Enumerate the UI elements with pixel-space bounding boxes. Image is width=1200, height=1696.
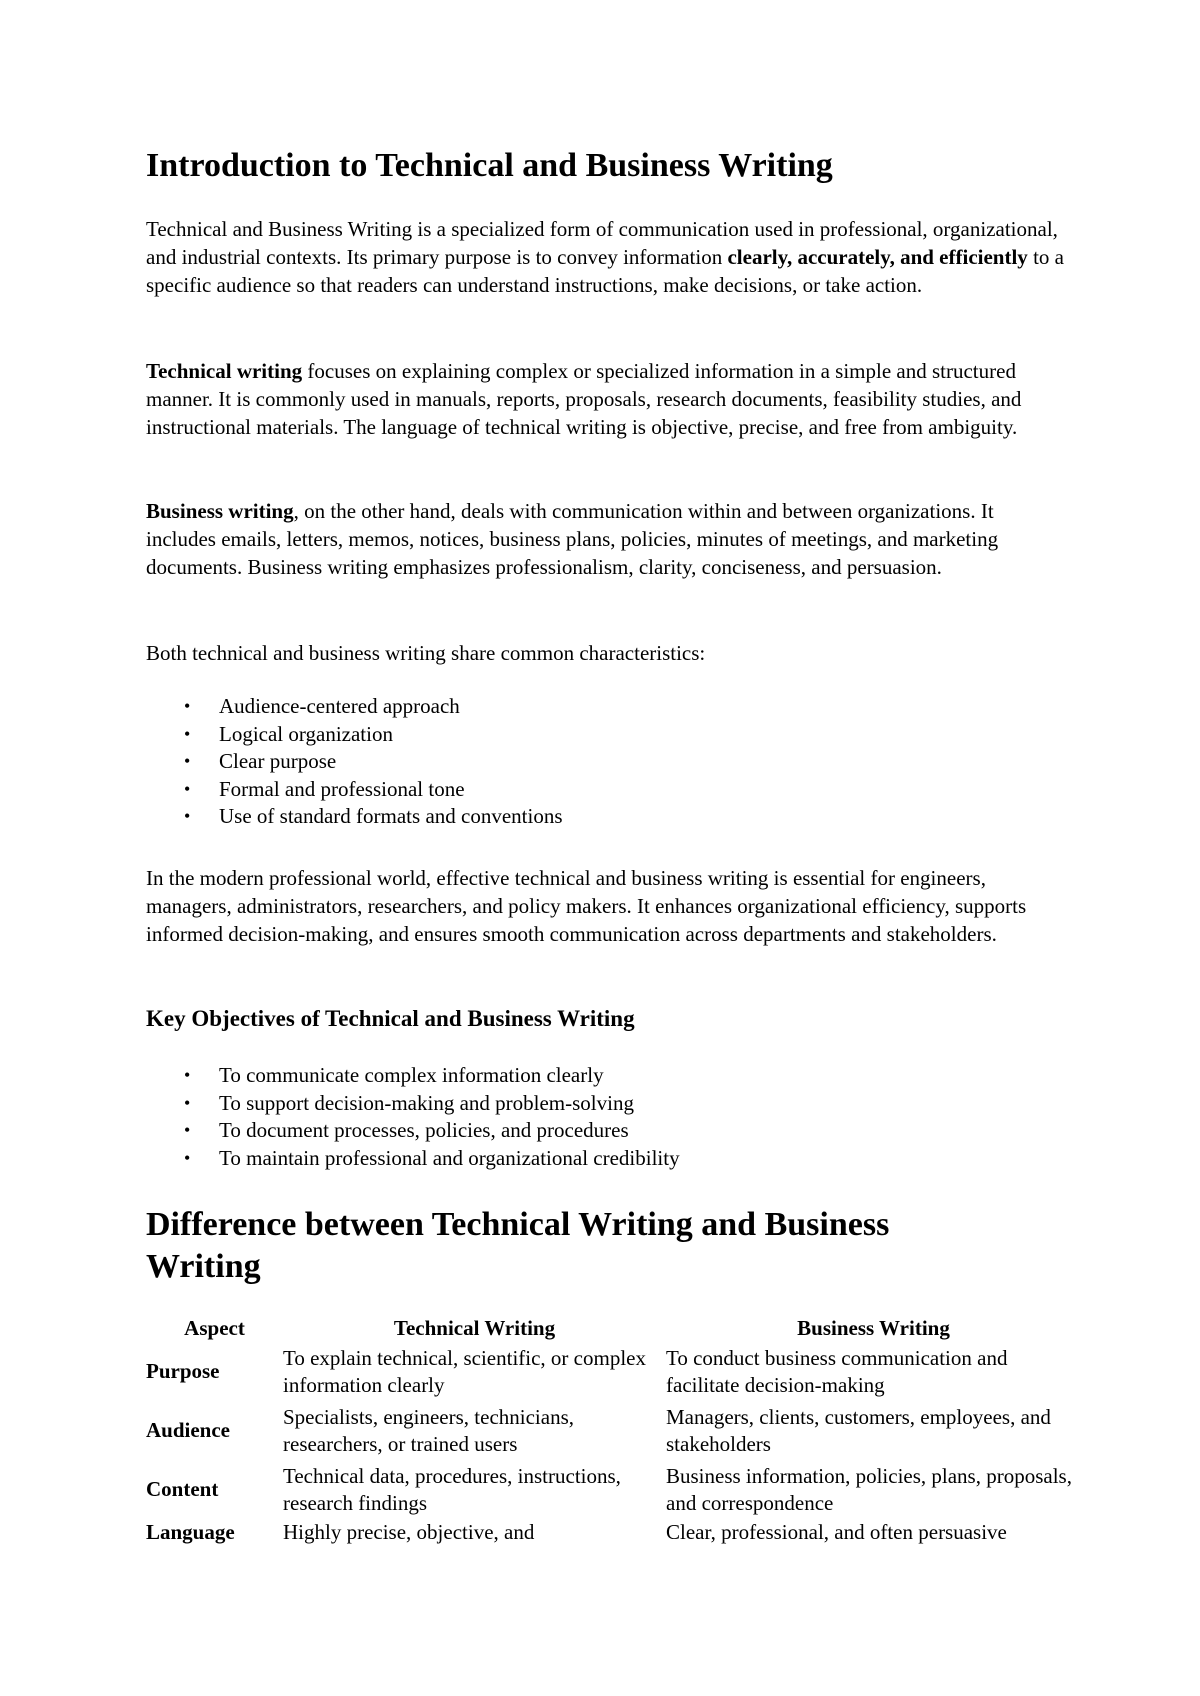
bullet-icon: • [184, 1092, 191, 1113]
table-header-technical: Technical Writing [393, 1316, 556, 1340]
list-item [146, 1090, 1046, 1118]
table-cell-business: To conduct business communication and facilitate decision-making [666, 1345, 1008, 1397]
table-header-aspect: Aspect [184, 1316, 245, 1340]
business-writing-text: , on the other hand, deals with communication within and between organizations. It includes emails, letters, memos, notices, business plans, policies, minutes of meetings, and marketing documents. Business writing emphasizes professionalism, clarity, conciseness, and persuasion. [146, 499, 999, 579]
business-writing-paragraph [146, 497, 1068, 581]
objectives-heading: Key Objectives of Technical and Business Writing [146, 1006, 635, 1031]
list-item-text: Logical organization [219, 721, 393, 746]
list-item-text: Use of standard formats and conventions [219, 804, 563, 828]
list-item-text: Formal and professional tone [219, 776, 465, 801]
bullet-icon: • [184, 778, 191, 799]
characteristics-list [146, 693, 1046, 831]
technical-writing-term: Technical writing [146, 359, 303, 383]
list-item-text: To support decision-making and problem-solving [219, 1090, 634, 1115]
table-cell-aspect: Purpose [146, 1359, 220, 1383]
bullet-icon: • [184, 1065, 191, 1085]
intro-text-2: to a specific audience so that readers can understand instructions, make decisions, or take action. [146, 245, 1064, 297]
table-cell-technical: Highly precise, objective, and [283, 1520, 535, 1544]
table-row [146, 1519, 1081, 1550]
list-item [146, 748, 1046, 776]
intro-paragraph [146, 215, 1068, 299]
technical-writing-paragraph [146, 357, 1068, 441]
bullet-icon: • [184, 806, 191, 826]
bullet-icon: • [184, 1147, 191, 1168]
table-cell-aspect: Content [146, 1477, 219, 1501]
technical-writing-text: focuses on explaining complex or specialized information in a simple and structured manner. It is commonly used in manuals, reports, proposals, research documents, feasibility studies, and instructional materials. The language of technical writing is objective, precise, and free from ambiguity. [146, 359, 1022, 439]
table-cell-technical: To explain technical, scientific, or complex information clearly [283, 1345, 646, 1397]
list-item [146, 1117, 1046, 1145]
list-item [146, 803, 1046, 831]
table-header-business: Business Writing [797, 1316, 950, 1340]
bullet-icon: • [184, 696, 191, 716]
bullet-icon: • [184, 1120, 191, 1140]
business-writing-term: Business writing [146, 499, 294, 523]
shared-characteristics-intro: Both technical and business writing share common characteristics: [146, 641, 706, 665]
table-row [146, 1460, 1081, 1519]
table-cell-aspect: Audience [146, 1418, 230, 1442]
intro-emphasis: clearly, accurately, and efficiently [727, 245, 1028, 269]
table-cell-business: Business information, policies, plans, proposals, and correspondence [666, 1463, 1072, 1515]
table-cell-technical: Specialists, engineers, technicians, researchers, or trained users [283, 1404, 574, 1456]
table-row [146, 1342, 1081, 1401]
table-cell-business: Clear, professional, and often persuasive [666, 1520, 1007, 1544]
objectives-list [146, 1062, 1046, 1172]
table-cell-business: Managers, clients, customers, employees, and stakeholders [666, 1404, 1051, 1456]
list-item-text: Audience-centered approach [219, 694, 460, 718]
intro-text-1: Technical and Business Writing is a specialized form of communication used in professional, organizational, and industrial contexts. Its primary purpose is to convey information [146, 217, 1058, 269]
table-header-row [146, 1310, 1081, 1342]
list-item-text: Clear purpose [219, 749, 337, 773]
difference-heading: Difference between Technical Writing and Business Writing [146, 1206, 890, 1285]
list-item [146, 776, 1046, 804]
list-item [146, 693, 1046, 721]
bullet-icon: • [184, 751, 191, 771]
list-item-text: To communicate complex information clearly [219, 1063, 604, 1087]
list-item [146, 1145, 1046, 1173]
list-item-text: To maintain professional and organizational credibility [219, 1145, 680, 1170]
list-item [146, 1062, 1046, 1090]
page-title: Introduction to Technical and Business Writing [146, 147, 833, 184]
modern-world-paragraph: In the modern professional world, effective technical and business writing is essential for engineers, managers, administrators, researchers, and policy makers. It enhances organizational efficiency, supports informed decision-making, and ensures smooth communication across departments and stakeholders. [146, 866, 1027, 946]
table-row [146, 1401, 1081, 1460]
table-cell-technical: Technical data, procedures, instructions, research findings [283, 1463, 621, 1515]
comparison-table [146, 1310, 1081, 1550]
table-cell-aspect: Language [146, 1520, 235, 1544]
bullet-icon: • [184, 723, 191, 744]
list-item-text: To document processes, policies, and procedures [219, 1118, 629, 1142]
list-item [146, 721, 1046, 749]
